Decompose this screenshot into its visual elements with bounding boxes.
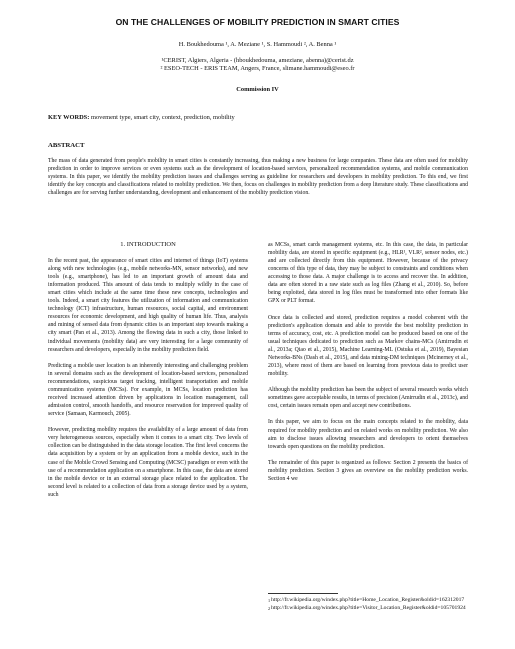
keywords-line (48, 114, 468, 121)
abstract-text: The mass of data generated from people's mobility in smart cities is constantly increasing, thus making a new business for large companies. These data are often used for mobility prediction in order to improve services or even systems such as the development of location-based services, personalized recommendation systems, and mobile communication systems. In this paper, we identify the mobility prediction issues and challenges serving as guideline for researchers and developers in mobility prediction. To this end, we first identify the key concepts and classifications related to mobility prediction. We then, focus on challenges in mobility prediction from a deep literature study. These classifications and challenges are for serving further understanding, development and enhancement of the mobility prediction vision. (48, 158, 468, 197)
footnote-link[interactable]: http://fr.wikipedia.org/windex.php?title=Visitor_Location_Register&oldid=105701924 (271, 604, 466, 611)
affiliation-2: ² ESEO-TECH - ERIS TEAM, Angers, France, slimane.hammoudi@eseo.fr (160, 65, 355, 72)
footnote-divider (268, 593, 338, 594)
affiliations (0, 57, 515, 73)
footnote-1 (268, 597, 468, 605)
keywords-label: KEY WORDS: (48, 114, 90, 121)
affiliation-1: ¹CERIST, Algiers, Algeria - (hboukhedouma, ameziane, abenna)@cerist.dz (161, 57, 354, 64)
paragraph: In the recent past, the appearance of smart cities and internet of things (IoT) systems along with new technologies (e.g., mobile networks-MN, sensor networks), and new tools (e.g., smartphone), has led to an important growth of amount data and information produced. This amount of data tends to multiply wildly in the case of smart cities which include at the same time these new concepts, technologies and tools. Indeed, a smart city features the utilization of information and communication technology (ICT) infrastructure, human resources, social capital, and environment resources for economic development, and high quality of human life. Thus, analysis and mining of sensed data from dynamic cities is an important step towards making a city smart (Pan et al., 2013). Among the flowing data in such a city, those linked to individual movements (mobility data) are very interesting for a large community of researchers and developers, especially in the mobility prediction field. (48, 258, 248, 353)
abstract-heading: ABSTRACT (48, 142, 85, 149)
paragraph: Predicting a mobile user location is an inherently interesting and challenging problem in several domains such as the development of location-based services, personalized recommendations, suspicious target tracking, intelligent transportation and mobile communication systems (MCSs). For example, in MCSs, location prediction has received increased attention driven by applications in location management, call admission control, smooth handoffs, and resource reservation for improved quality of service (Samaan, Karmouch, 2005). (48, 362, 248, 418)
paragraph: Although the mobility prediction has been the subject of several research works which sometimes gave acceptable results, in terms of precision (Amirrudin et al., 2013c), and cost, certain issues remain open and accept new contributions. (268, 387, 468, 410)
keywords-text: movement type, smart city, context, prediction, mobility (90, 114, 235, 121)
paragraph: In this paper, we aim to focus on the main concepts related to the mobility, data required for mobility prediction and on related works on mobility prediction. We also aim to disclose issues allowing researchers and developers to orient themselves towards open questions on the mobility prediction. (268, 419, 468, 450)
paragraph: Once data is collected and stored, prediction requires a model coherent with the prediction's application domain and able to provide the best mobility prediction in terms of accuracy, cost, etc. A prediction model can be produced based on one of the usual techniques dedicated to prediction such as Markov chains-MCs (Amirrudin et al., 2013a; Qiao et al., 2015), Machine Learning-ML (Ostuka et al., 2019), Bayesian Networks-BNs (Dash et al., 2015), and data mining-DM techniques (Mcinerney et al., 2013), where most of them are based on learning from previous data to predict user mobility. (268, 314, 468, 377)
footnotes (268, 593, 468, 612)
section-heading-introduction: 1. INTRODUCTION (120, 241, 176, 248)
paper-title: ON THE CHALLENGES OF MOBILITY PREDICTION IN SMART CITIES (115, 17, 400, 27)
footnote-marker: 1 (268, 598, 271, 603)
left-column (48, 241, 248, 507)
paragraph: as MCSs, smart cards management systems, etc. In this case, the data, in particular mobility data, are stored in specific equipment (e.g., HLR¹, VLR², sensor nodes, etc.) and are collected directly from this equipment. However, because of the privacy concerns of this type of data, they may be subject to constraints and conditions when accessing to those data. A major challenge is to access and recover the. In addition, data are often stored in a raw state such as log files (Zhang et al., 2010). So, before being exploited, data stored in log files must be transformed into other formats like GPX or PLT format. (268, 242, 468, 305)
paragraph: However, predicting mobility requires the availability of a large amount of data from very heterogeneous sources, especially when it comes to a smart city. Two levels of collection can be distinguished in the data storage location. The first level concerns the data acquisition by a system or by an application from a mobile device, such in the case of the Mobile Crowd Sensing and Computing (MCSC) paradigm or even with the use of a recommendation application on a smartphone. In this case, the data are stored in the mobile device or in an external storage place related to the application. The second level is related to a collection of data from a storage device used by a system, such (48, 427, 248, 498)
footnote-2 (268, 605, 468, 613)
commission-label: Commission IV (236, 86, 279, 93)
right-column (268, 241, 468, 491)
paragraph: The remainder of this paper is organized as follows: Section 2 presents the basics of mobility prediction. Section 3 gives an overview on the mobility prediction works. Section 4 we (268, 459, 468, 482)
footnote-link[interactable]: http://fr.wikipedia.org/windex.php?title=Home_Location_Register&oldid=162312017 (271, 597, 465, 603)
author-list: H. Boukhedouma ¹, A. Meziane ¹, S. Hammoudi ², A. Benna ¹ (178, 41, 337, 48)
footnote-marker: 2 (268, 605, 271, 611)
